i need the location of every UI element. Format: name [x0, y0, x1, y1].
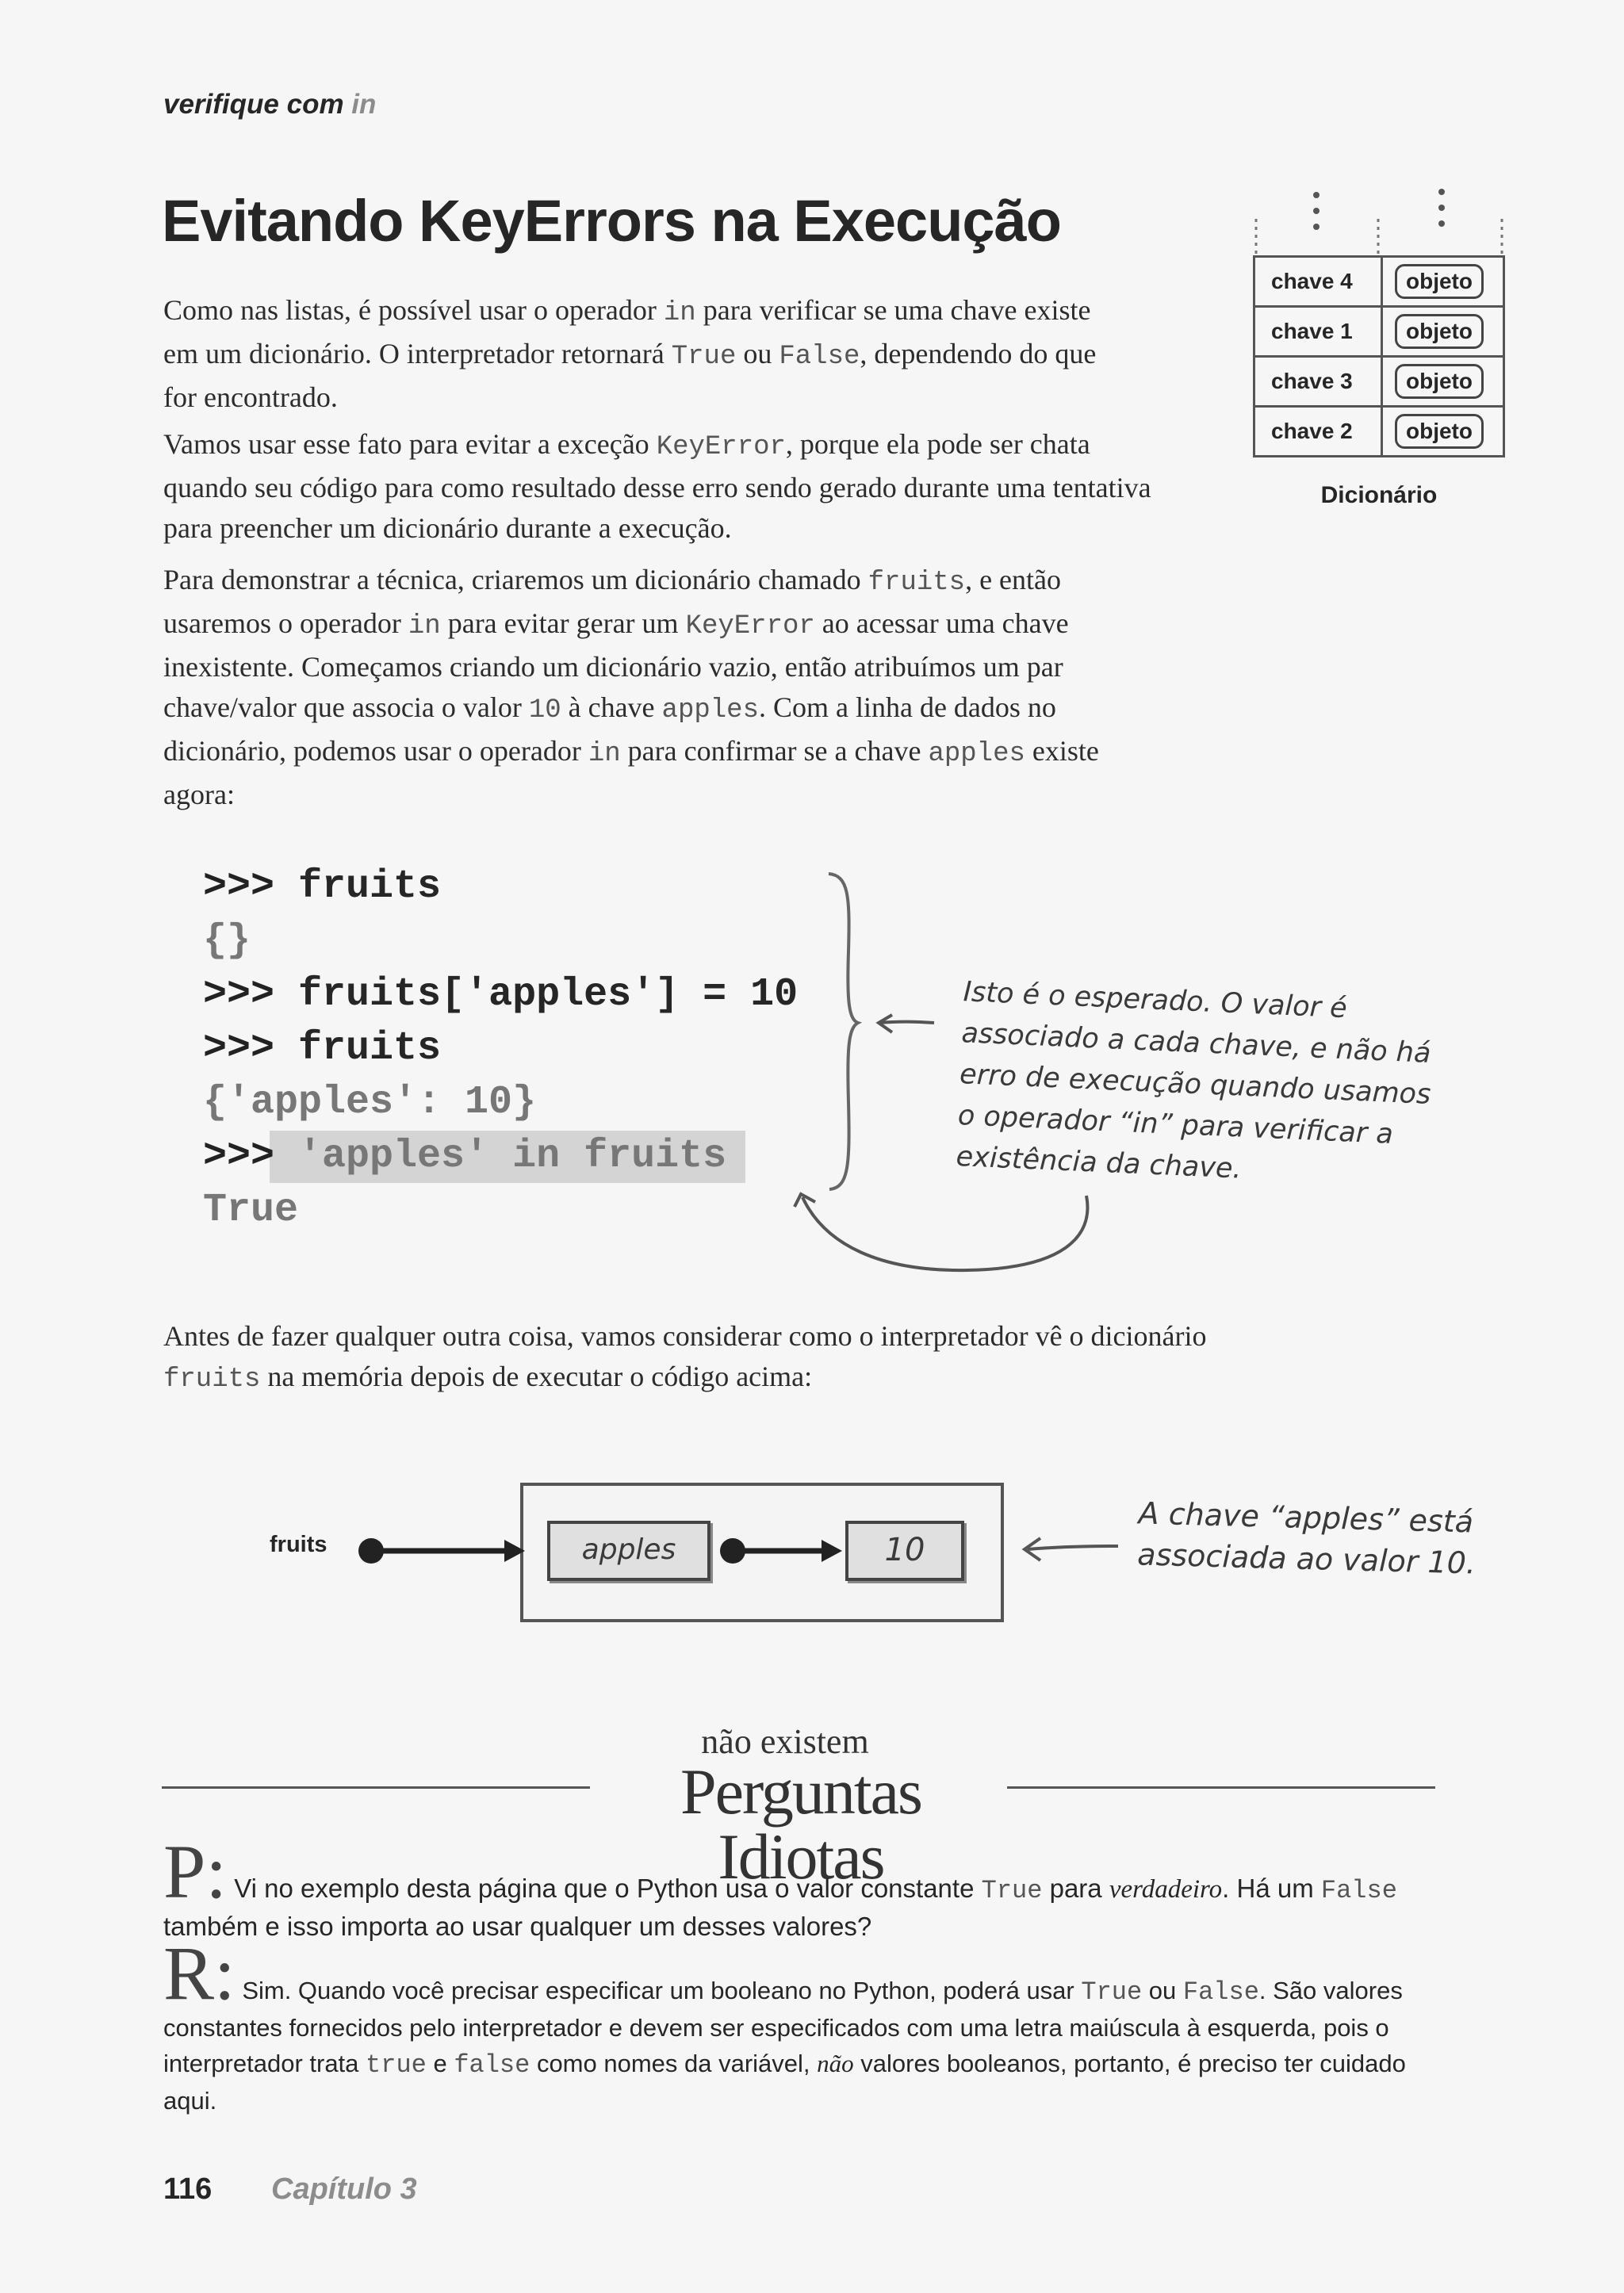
inline-code: false — [454, 2050, 530, 2080]
inline-code: False — [779, 342, 860, 372]
inline-code: apples — [928, 739, 1025, 769]
inline-code: fruits — [868, 568, 966, 598]
dict-value: objeto — [1395, 314, 1484, 349]
dict-key: chave 1 — [1271, 319, 1353, 343]
continuation-dots — [1253, 187, 1515, 258]
answer-letter: R: — [163, 1931, 236, 2015]
dict-row — [1253, 355, 1505, 408]
paragraph-keyerror: Vamos usar esse fato para evitar a exceção KeyError, porque ela pode ser chata quando seu código para como resultado desse erro sendo gerado durante uma tentativa para preencher um dicionário durante a execução. — [163, 428, 1151, 544]
inline-code: True — [981, 1876, 1043, 1905]
code-output: {'apples': 10} — [203, 1080, 537, 1125]
dict-key-cell: apples — [547, 1521, 710, 1581]
section-rule-left — [162, 1786, 590, 1789]
emphasis: verdadeiro — [1109, 1875, 1223, 1904]
inline-code: True — [1081, 1977, 1143, 2007]
dict-value: objeto — [1395, 414, 1484, 449]
inline-code: apples — [661, 695, 759, 725]
code-line: >>> 'apples' in fruits — [203, 1134, 727, 1179]
emphasis: não — [817, 2050, 854, 2077]
code-line: >>> fruits['apples'] = 10 — [203, 972, 799, 1017]
question-letter: P: — [163, 1829, 228, 1914]
code-output: {} — [203, 918, 251, 963]
inline-code: True — [671, 342, 737, 372]
inline-code: False — [1182, 1977, 1259, 2007]
qa-question: P: Vi no exemplo desta página que o Python usa o valor constante True para verdadeiro. Há um False também e isso importa ao usar qualquer um desses valores? — [163, 1829, 1397, 1941]
memory-note: A chave “apples” está associada ao valor 10. — [1136, 1495, 1477, 1581]
code-note: Isto é o esperado. O valor é associado a cada chave, e não há erro de execução quando usamos o operador “in” para verificar a existência da chave. — [955, 976, 1432, 1185]
inline-code: in — [663, 298, 696, 328]
inline-code: KeyError — [685, 611, 815, 641]
running-head-prefix: verifique com — [163, 89, 352, 120]
dict-row — [1253, 305, 1505, 358]
paragraph-technique: Para demonstrar a técnica, criaremos um dicionário chamado fruits, e então usaremos o operador in para evitar gerar um KeyError ao acessar uma chave inexistente. Começamos criando um dicionário vazio, então atribuímos um par chave/valor que associa o valor 10 à chave apples. Com a linha de dados no dicionário, podemos usar o operador in para confirmar se a chave apples existe agora: — [163, 564, 1099, 810]
variable-label: fruits — [270, 1532, 327, 1557]
inline-code: False — [1320, 1876, 1397, 1905]
code-output: True — [203, 1188, 299, 1233]
section-title-large: Perguntas Idiotas — [680, 1755, 921, 1893]
running-head — [163, 89, 376, 121]
dict-value: objeto — [1395, 364, 1484, 399]
dict-key: chave 3 — [1271, 369, 1353, 393]
memory-arrows — [349, 1530, 1142, 1610]
page-title: Evitando KeyErrors na Execução — [162, 188, 1061, 254]
dict-key: chave 4 — [1271, 269, 1353, 293]
dict-row — [1253, 405, 1505, 457]
dict-row — [1253, 255, 1505, 308]
section-title-small: não existem — [701, 1722, 869, 1761]
dict-value-cell: 10 — [845, 1521, 964, 1581]
inline-code: in — [588, 739, 621, 769]
code-line: >>> fruits — [203, 864, 442, 909]
qa-answer: R: Sim. Quando você precisar especificar um booleano no Python, poderá usar True ou False. São valores constantes fornecidos pelo interpretador e devem ser especificados com uma letra maiúscula à esquerda, pois o interpretador trata true e false como nomes da variável, não valores booleanos, portanto, é preciso ter cuidado aqui. — [163, 1931, 1406, 2115]
inline-code: KeyError — [656, 432, 786, 462]
inline-code: true — [366, 2050, 427, 2080]
dict-key: chave 2 — [1271, 419, 1353, 443]
inline-code: in — [408, 611, 441, 641]
running-head-keyword: in — [351, 89, 377, 120]
inline-code: 10 — [528, 695, 561, 725]
dictionary-caption: Dicionário — [1320, 482, 1438, 508]
chapter-label: Capítulo 3 — [271, 2172, 417, 2206]
paragraph-intro: Como nas listas, é possível usar o operador in para verificar se uma chave existe em um dicionário. O interpretador retornará True ou False, dependendo do que for encontrado. — [163, 294, 1097, 413]
section-rule-right — [1007, 1786, 1435, 1789]
paragraph-memory: Antes de fazer qualquer outra coisa, vamos considerar como o interpretador vê o dicionário fruits na memória depois de executar o código acima: — [163, 1320, 1207, 1395]
inline-code: fruits — [163, 1365, 261, 1395]
dictionary-diagram — [1253, 187, 1515, 528]
page-number: 116 — [163, 2172, 213, 2206]
code-line: >>> fruits — [203, 1026, 442, 1071]
dict-value: objeto — [1395, 264, 1484, 299]
